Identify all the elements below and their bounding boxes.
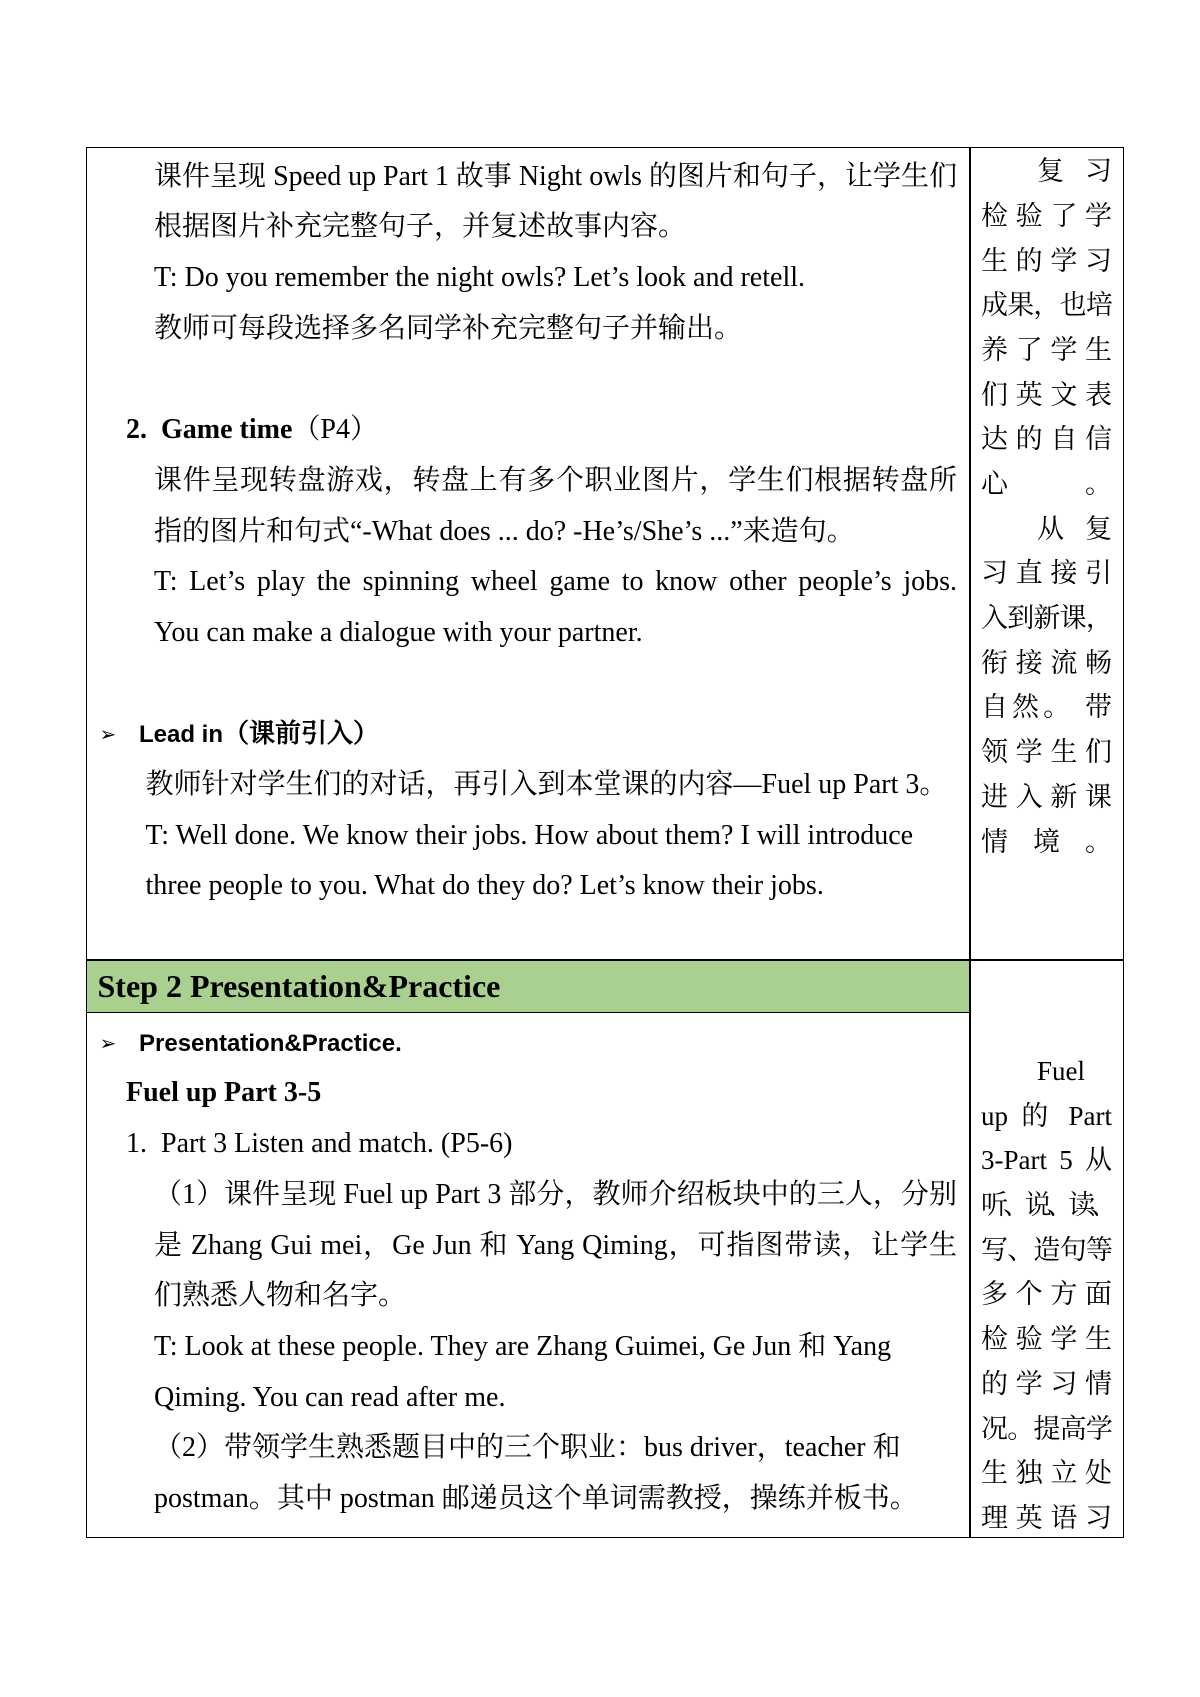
game-time-line: 课件呈现转盘游戏，转盘上有多个职业图片，学生们根据转盘所 bbox=[154, 464, 957, 496]
design-note-line: 成果，也培 bbox=[981, 290, 1112, 321]
design-note-line: 们英文表 bbox=[981, 379, 1112, 410]
design-note-line: 检验学生 bbox=[981, 1324, 1112, 1355]
task-line: 们熟悉人物和名字。 bbox=[154, 1280, 407, 1312]
arrowhead-bullet-icon bbox=[100, 1018, 117, 1069]
task-title: Part 3 Listen and match. (P5-6) bbox=[161, 1128, 513, 1160]
step-header: Step 2 Presentation&Practice bbox=[87, 961, 969, 1014]
game-time-title: Game time bbox=[161, 414, 293, 446]
item-number: 2. bbox=[126, 414, 147, 446]
design-note-line: 写、造句等 bbox=[981, 1234, 1112, 1265]
task-line: Qiming. You can read after me. bbox=[154, 1381, 506, 1413]
lead-in-line: T: Well done. We know their jobs. How about them? I will introduce bbox=[145, 819, 914, 851]
design-note-line: 复习 bbox=[1037, 156, 1112, 187]
design-note-line: Fuel bbox=[1037, 1056, 1086, 1086]
design-note-line: 理英语习 bbox=[981, 1502, 1112, 1533]
lead-in-heading bbox=[87, 709, 957, 760]
design-note-line: 自然。 带 bbox=[981, 692, 1112, 723]
design-note-line: 从复 bbox=[1037, 513, 1112, 544]
design-note-line: 生独立处 bbox=[981, 1458, 1112, 1489]
task-line: postman。其中 postman 邮递员这个单词需教授，操练并板书。 bbox=[154, 1482, 918, 1514]
review-line: 课件呈现 Speed up Part 1 故事 Night owls 的图片和句子，让学生们 bbox=[154, 160, 957, 192]
design-note-line: 的学习情 bbox=[981, 1368, 1112, 1399]
design-note-line: 习直接引 bbox=[981, 558, 1112, 589]
procedure-cell-row2 bbox=[87, 1013, 969, 1537]
lesson-plan-table bbox=[86, 147, 1124, 1538]
page-reference: （P4） bbox=[292, 414, 378, 446]
design-notes-cell-row2 bbox=[971, 961, 1123, 1538]
design-note-line: 入到新课， bbox=[981, 603, 1112, 634]
design-note-line: 生的学习 bbox=[981, 245, 1112, 276]
blank-line bbox=[87, 354, 957, 405]
blank-line bbox=[87, 659, 957, 710]
subsection-title: Fuel up Part 3-5 bbox=[126, 1077, 322, 1109]
task-line: T: Look at these people. They are Zhang Guimei, Ge Jun 和 Yang bbox=[154, 1330, 892, 1362]
review-line: 教师可每段选择多名同学补充完整句子并输出。 bbox=[154, 312, 743, 344]
lead-in-title: Lead in bbox=[139, 721, 224, 749]
game-time-heading bbox=[87, 405, 957, 456]
design-note-line: 听、说、读、 bbox=[981, 1190, 1112, 1221]
procedure-cell-row1 bbox=[87, 148, 969, 959]
design-note-line: up 的 Part bbox=[981, 1100, 1112, 1131]
design-note-line: 情境。 bbox=[981, 826, 1112, 857]
design-note-line: 心。 bbox=[981, 469, 1112, 499]
design-note-line: 养了学生 bbox=[981, 334, 1112, 365]
task-line: （1）课件呈现 Fuel up Part 3 部分，教师介绍板块中的三人，分别 bbox=[154, 1178, 957, 1210]
design-note-line: 3-Part 5 从 bbox=[981, 1145, 1112, 1176]
task-line: （2）带领学生熟悉题目中的三个职业：bus driver，teacher 和 bbox=[154, 1432, 901, 1464]
task-heading bbox=[87, 1119, 957, 1170]
design-notes-cell-row1 bbox=[971, 148, 1123, 959]
lead-in-line: 教师针对学生们的对话，再引入到本堂课的内容—Fuel up Part 3。 bbox=[145, 768, 948, 800]
game-time-line: T: Let’s play the spinning wheel game to know other people’s jobs. bbox=[154, 566, 957, 598]
game-time-line: 指的图片和句式“-What does ... do? -He’s/She’s ...”来造句。 bbox=[154, 515, 855, 547]
task-line: 是 Zhang Gui mei，Ge Jun 和 Yang Qiming，可指图带读，让学生 bbox=[154, 1229, 957, 1261]
design-note-line: 况。提高学 bbox=[981, 1413, 1112, 1444]
lead-in-line: three people to you. What do they do? Let’s know their jobs. bbox=[145, 870, 824, 902]
review-line: 根据图片补充完整句子，并复述故事内容。 bbox=[154, 211, 687, 243]
section-title: Presentation&Practice. bbox=[139, 1029, 402, 1057]
design-note-line: 检验了学 bbox=[981, 200, 1112, 231]
design-note-line: 衔接流畅 bbox=[981, 647, 1112, 678]
design-note-line: 达的自信 bbox=[981, 424, 1112, 455]
item-number: 1. bbox=[126, 1128, 147, 1160]
lead-in-title-cn: （课前引入） bbox=[223, 719, 380, 749]
game-time-line: You can make a dialogue with your partner. bbox=[154, 616, 643, 648]
design-note-line: 领学生们 bbox=[981, 737, 1112, 768]
design-note-line: 进入新课 bbox=[981, 781, 1112, 812]
presentation-heading bbox=[87, 1018, 957, 1069]
design-note-line: 多个方面 bbox=[981, 1279, 1112, 1310]
review-line: T: Do you remember the night owls? Let’s look and retell. bbox=[154, 262, 805, 294]
arrowhead-bullet-icon bbox=[100, 709, 117, 760]
